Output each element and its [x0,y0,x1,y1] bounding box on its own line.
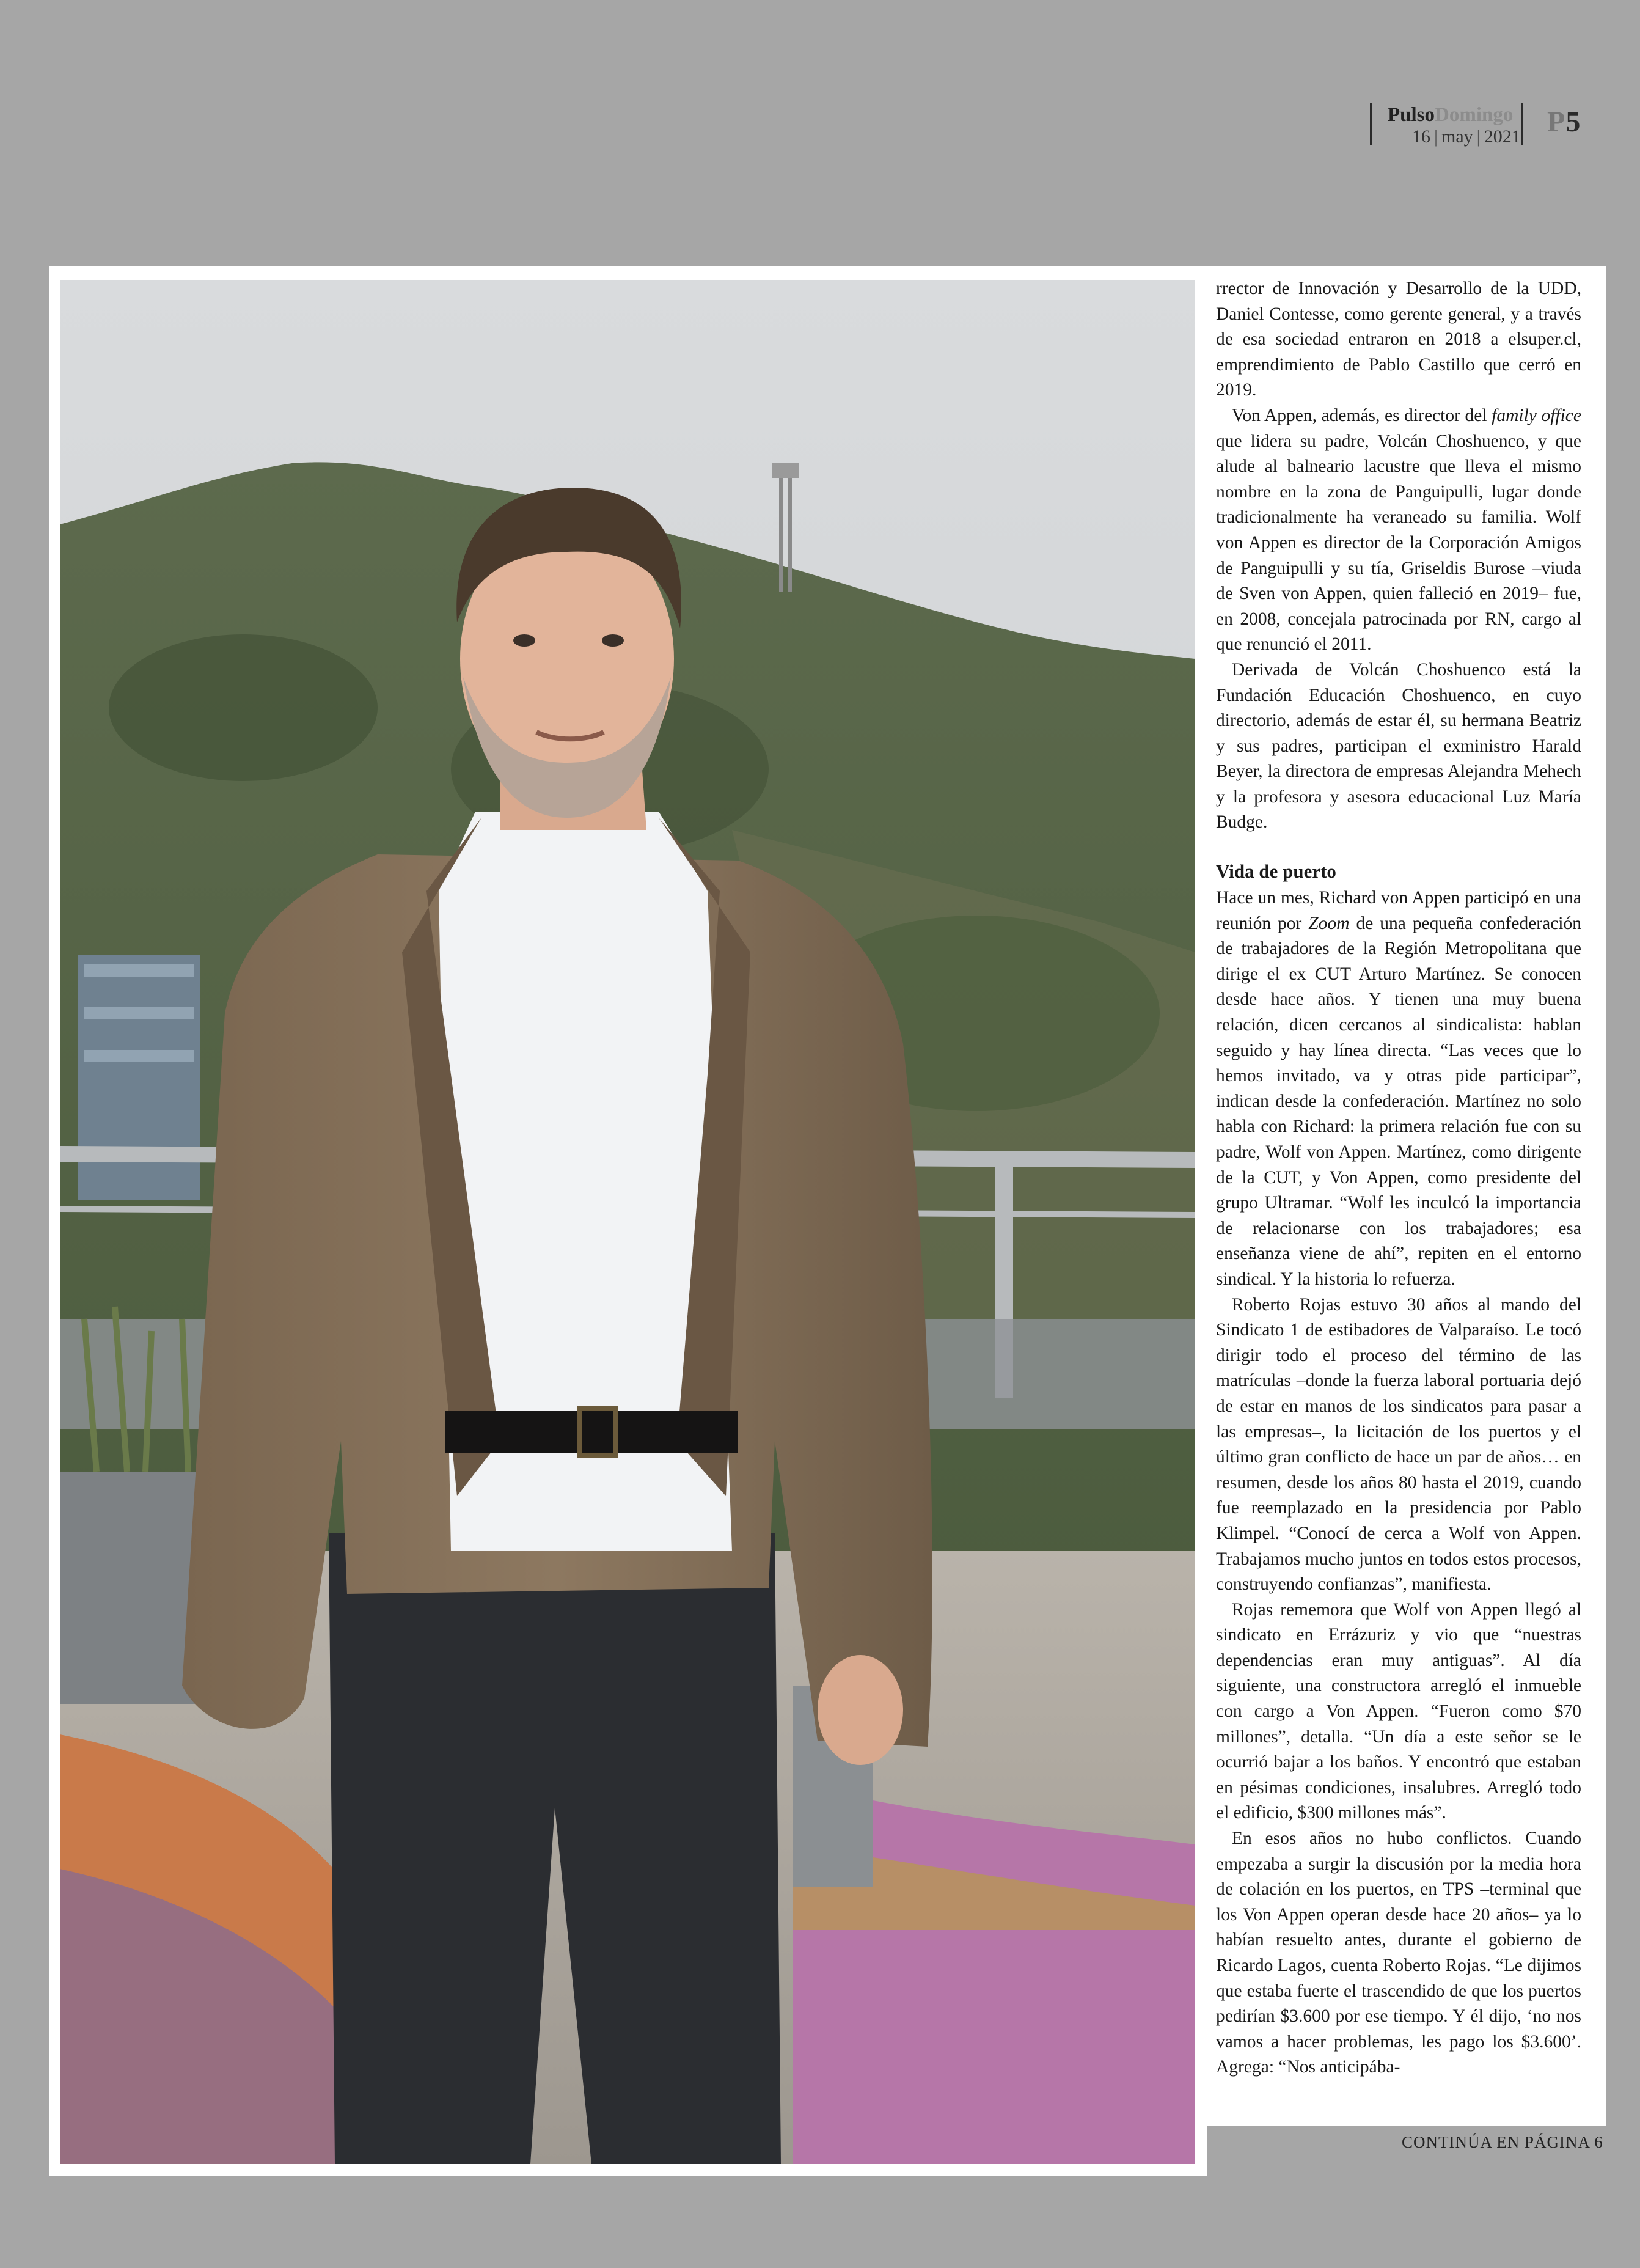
article-body [1216,276,1581,2080]
page-number-value: 5 [1565,106,1581,138]
hand [818,1655,903,1765]
date-year: 2021 [1484,127,1521,147]
building [78,955,200,1200]
paragraph-1: rrector de Innovación y Desarrollo de la UDD, Daniel Contesse, como gerente general, y a través de esa sociedad entraron en 2018 a elsuper.cl, emprendimiento de Pablo Castillo que cerró en 2019. [1216,279,1581,400]
belt [445,1411,738,1453]
issue-date: 16 | may | 2021 [1412,127,1521,147]
paragraph-5: Roberto Rojas estuvo 30 años al mando del Sindicato 1 de estibadores de Valparaíso. Le tocó dirigir todo el proceso del término de las matrículas –donde la fuerza laboral portuaria dejó de estar en manos de los sindicatos para pasar a las empresas–, la licitación de los puertos y el último gran conflicto de hace un par de años… en resumen, desde los años 80 hasta el 2019, cuando fue reemplazado en la presidencia por Pablo Klimpel. “Conocí de cerca a Wolf von Appen. Trabajamos mucho juntos en todos estos procesos, construyendo confianzas”, manifiesta. [1216,1294,1581,1595]
paragraph-6: Rojas rememora que Wolf von Appen llegó al sindicato en Errázuriz y vio que “nuestras dependencias eran muy antiguas”. Al día siguiente, una constructora arregló el inmueble con cargo a Von Appen. “Fueron como $70 millones”, detalla. “Un día a este señor se le ocurrió bajar a los baños. Y encontró que estaban en pésimas condiciones, insalubres. Arregló todo el edificio, $300 millones más”. [1216,1599,1581,1823]
masthead [1370,103,1521,147]
page-prefix: P [1547,106,1566,138]
paragraph-2: Von Appen, además, es director del family office que lidera su padre, Volcán Choshuenco, y que alude al balneario lacustre que lleva el mismo nombre en la zona de Panguipulli, lugar donde tradicionalmente ha veraneado su familia. Wolf von Appen es director de la Corporación Amigos de Panguipulli y su tía, Griseldis Burose –viuda de Sven von Appen, quien falleció en 2019– fue, en 2008, concejala patrocinada por RN, cargo al que renunció el 2011. [1216,405,1581,655]
portrait-photo [60,280,1195,2164]
paragraph-3: Derivada de Volcán Choshuenco está la Fundación Educación Choshuenco, en cuyo directorio, además de estar él, su hermana Beatriz y sus padres, participan el exministro Harald Beyer, la directora de empresas Alejandra Mehech y la profesora y asesora educacional Luz María Budge. [1216,659,1581,832]
brand-primary: Pulso [1388,104,1435,126]
page-number [1547,104,1581,141]
date-day: 16 [1412,127,1430,147]
continued-on-page: CONTINÚA EN PÁGINA 6 [1402,2133,1603,2151]
portrait-photo-icon [60,280,1195,2164]
brand-secondary: Domingo [1435,104,1514,126]
paragraph-7: En esos años no hubo conflictos. Cuando empezaba a surgir la discusión por la media hora de colación en los puertos, en TPS –terminal que los Von Appen operan desde hace 20 años– ya lo habían resuelto antes, durante el gobierno de Ricardo Lagos, cuenta Roberto Rojas. “Le dijimos que estaba fuerte el trascendido de que los puertos pedirían $3.600 por ese tiempo. Y él dijo, ‘no nos vamos a hacer problemas, les pago los $3.600’. Agrega: “Nos anticipába- [1216,1829,1581,2077]
subheading: Vida de puerto [1216,861,1336,883]
masthead-divider [1521,103,1523,145]
date-month: may [1441,127,1473,147]
paragraph-4: Hace un mes, Richard von Appen participó en una reunión por Zoom de una pequeña confederación de trabajadores de la Región Metropolitana que dirige el ex CUT Arturo Martínez. Se conocen desde hace años. Y tienen una muy buena relación, dicen cercanos al sindicalista: hablan seguido y hay línea directa. “Las veces que lo hemos invitado, va y otras pide participar”, indican desde la confederación. Martínez no solo habla con Richard: la primera relación fue con su padre, Wolf von Appen. Martínez, como dirigente de la CUT, y Von Appen, como presidente del grupo Ultramar. “Wolf les inculcó la importancia de relacionarse con los trabajadores; esa enseñanza viene de ahí”, repiten en el entorno sindical. Y la historia lo refuerza. [1216,888,1582,1289]
brand-logo [1388,104,1513,126]
